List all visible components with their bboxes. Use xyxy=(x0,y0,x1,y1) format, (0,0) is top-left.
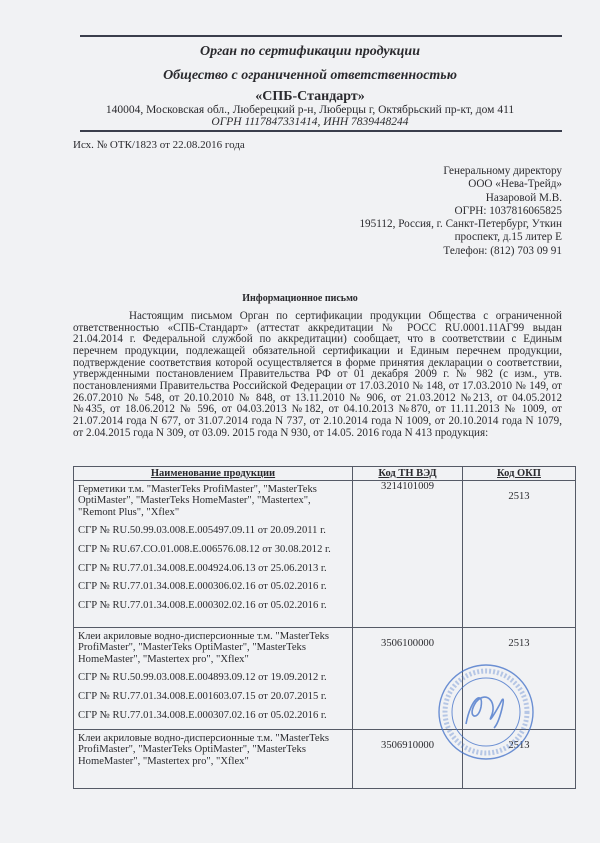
product-cell xyxy=(74,480,353,627)
column-header-okp: Код ОКП xyxy=(463,467,576,481)
body-line: 21.07.2014 года N 677, от 31.07.2014 года N 737, от 2.10.2014 года N 1009, от 20.10.2014 года N 1079, xyxy=(73,414,562,427)
product-cell xyxy=(74,627,353,729)
product-name: Клеи акриловые водно-дисперсионные т.м. "MasterTeks ProfiMaster", "MasterTeks OptiMaster", "MasterTeks HomeMaster", "Mastertex pro", "Xflex" xyxy=(78,732,330,767)
body-line: подтверждение соответствия которой осуществляется в форме принятия декларации о соответствии, xyxy=(73,356,562,369)
letterhead-registration: ОГРН 1117847331414, ИНН 7839448244 xyxy=(211,116,409,128)
certificate-line: СГР № RU.77.01.34.008.Е.000306.02.16 от 05.02.2016 г. xyxy=(78,581,327,593)
header-bottom-rule xyxy=(80,130,562,132)
body-line: Настоящим письмом Орган по сертификации продукции Общества с ограниченной xyxy=(129,310,562,322)
letterhead-company: «СПБ-Стандарт» xyxy=(255,89,365,104)
tnved-code: 3506910000 xyxy=(353,729,463,788)
product-cell xyxy=(74,729,353,788)
signature xyxy=(466,697,503,728)
product-name: Герметики т.м. "MasterTeks ProfiMaster", "MasterTeks OptiMaster", "MasterTeks HomeMaster", "Mastertex", "Remont Plus", "Xflex" xyxy=(78,483,317,518)
column-header-name: Наименование продукции xyxy=(74,467,353,481)
body-line: 21.04.2014 г. Федеральной службой по аккредитации) сообщает, что в соответствии с Единым xyxy=(73,333,562,346)
letter-body xyxy=(73,311,562,439)
header-top-rule xyxy=(80,35,562,37)
letterhead-line2: Общество с ограниченной ответственностью xyxy=(163,68,457,83)
certificate-line: СГР № RU.77.01.34.008.Е.004924.06.13 от 25.06.2013 г. xyxy=(78,562,327,574)
addressee-line: проспект, д.15 литер Е xyxy=(454,231,562,244)
certificate-line: СГР № RU.77.01.34.008.Е.001603.07.15 от 20.07.2015 г. xyxy=(78,690,327,702)
addressee-line: Генеральному директору xyxy=(443,165,562,177)
addressee-line: Назаровой М.В. xyxy=(485,191,562,204)
tnved-code: 3214101009 xyxy=(353,480,463,627)
body-line: от 2.04.2015 года N 309, от 03.09. 2015 года N 930, от 14.05. 2016 года N 413 продукция: xyxy=(73,426,489,439)
body-line: постановлениями Правительства Российской Федерации от 17.03.2010 № 148, от 17.03.2010 № 149, от xyxy=(73,379,562,392)
certificate-line: СГР № RU.50.99.03.008.Е.004893.09.12 от 19.09.2012 г. xyxy=(78,672,327,684)
body-line: 26.07.2010 № 548, от 20.10.2010 № 848, от 13.11.2010 № 906, от 21.03.2012 №213, от 04.05.2012 xyxy=(73,391,562,404)
certification-seal xyxy=(436,662,536,762)
letter-title: Информационное письмо xyxy=(242,293,358,304)
product-name: Клеи акриловые водно-дисперсионные т.м. "MasterTeks ProfiMaster", "MasterTeks OptiMaster", "MasterTeks HomeMaster", "Mastertex pro", "Xflex" xyxy=(78,630,330,665)
body-line: перечнем продукции, подлежащей обязательной сертификации и Единым перечнем продукции, xyxy=(73,344,562,357)
tnved-code: 3506100000 xyxy=(353,627,463,729)
addressee-line: 195112, Россия, г. Санкт-Петербург, Уткин xyxy=(359,218,562,231)
okp-code: 2513 xyxy=(463,627,576,729)
okp-code: 2513 xyxy=(463,480,576,627)
certificate-line: СГР № RU.50.99.03.008.Е.005497.09.11 от 20.09.2011 г. xyxy=(78,525,326,537)
table-header-row xyxy=(74,467,576,481)
column-header-tnved: Код ТН ВЭД xyxy=(353,467,463,481)
seal-outer-ring xyxy=(439,665,533,759)
body-line: №435, от 18.06.2012 № 596, от 04.03.2013 №182, от 04.10.2013 №870, от 11.11.2013 № 1009, от xyxy=(73,403,562,416)
certificate-line: СГР № RU.77.01.34.008.Е.000302.02.16 от 05.02.2016 г. xyxy=(78,599,327,611)
table-row xyxy=(74,480,576,627)
body-line: утвержденными постановлением Правительства РФ от 01 декабря 2009 г. № 982 (с изм., утв. xyxy=(73,368,562,381)
okp-code: 2513 xyxy=(463,729,576,788)
addressee-line: Телефон: (812) 703 09 91 xyxy=(443,244,562,257)
outgoing-reference: Исх. № ОТК/1823 от 22.08.2016 года xyxy=(73,139,245,151)
addressee-line: ОГРН: 1037816065825 xyxy=(454,204,562,217)
body-line: ответственностью «СПБ-Стандарт» (аттестат аккредитации № РОСС RU.0001.11АГ99 выдан xyxy=(73,321,562,334)
letterhead-line1: Орган по сертификации продукции xyxy=(199,44,420,59)
certificate-line: СГР № RU.77.01.34.008.Е.000307.02.16 от 05.02.2016 г. xyxy=(78,709,327,721)
seal-lettering xyxy=(445,671,527,753)
addressee-line: ООО «Нева-Трейд» xyxy=(468,178,562,191)
addressee-block xyxy=(359,165,562,258)
certificate-line: СГР № RU.67.CO.01.008.Е.006576.08.12 от 30.08.2012 г. xyxy=(78,543,331,555)
seal-inner-ring xyxy=(452,678,520,746)
letterhead-address: 140004, Московская обл., Люберецкий р-н, Люберцы г, Октябрьский пр-кт, дом 411 xyxy=(105,104,515,116)
